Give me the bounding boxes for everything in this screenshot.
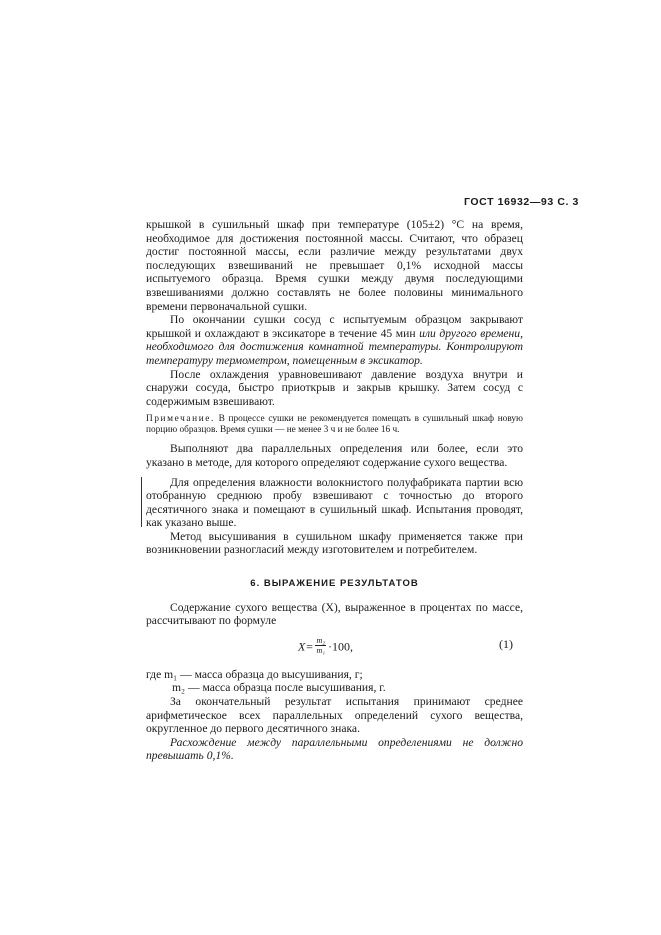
paragraph-tolerance: Расхождение между параллельными определениями не должно превышать 0,1%. bbox=[146, 735, 523, 763]
document-header: ГОСТ 16932—93 С. 3 bbox=[464, 196, 579, 208]
definition-m1: где m₁ — масса образца до высушивания, г; bbox=[146, 667, 363, 681]
paragraph-parallel-determinations: Выполняют два параллельных определения или более, если это указано в методе, для которого определяют содержание сухого вещества. bbox=[146, 442, 523, 469]
definition-m2: m₂ — масса образца после высушивания, г. bbox=[172, 681, 386, 695]
formula-denominator: m₁ bbox=[316, 645, 325, 655]
formula-number: (1) bbox=[499, 636, 513, 651]
note-label: Примечание. bbox=[146, 414, 215, 425]
formula-fraction bbox=[315, 636, 326, 655]
formula-tail: ·100, bbox=[328, 639, 353, 654]
note-text: В процессе сушки не рекомендуется помещать в сушильный шкаф новую порцию образцов. Время сушки — не менее 3 ч и не более 16 ч. bbox=[146, 414, 523, 436]
formula-expression bbox=[298, 635, 353, 657]
paragraph-cooling-text: По окончании сушки сосуд с испытуемым образцом закрывают крышкой и охлаждают в эксикаторе в течение 45 мин bbox=[146, 313, 523, 340]
section-title: 6. ВЫРАЖЕНИЕ РЕЗУЛЬТАТОВ bbox=[250, 578, 419, 590]
paragraph-formula-intro: Содержание сухого вещества (X), выраженное в процентах по массе, рассчитывают по формуле bbox=[146, 600, 523, 628]
formula-lhs: X= bbox=[298, 639, 314, 654]
revision-margin-bar bbox=[141, 477, 142, 527]
paragraph-cooling-italic: или другого времени, необходимого для достижения комнатной температуры. Контролируют температуру термометром, помещенным в эксикатор. bbox=[146, 326, 523, 367]
paragraph-cooling bbox=[146, 313, 523, 367]
formula-definitions bbox=[146, 668, 523, 695]
paragraph-drying-continuation: крышкой в сушильный шкаф при температуре (105±2) °С на время, необходимое для достижения постоянной массы. Считают, что образец достиг постоянной массы, если различие между результатами двух последующих взвешиваний не превышает 0,1% исходной массы испытуемого образца. Время сушки между двумя последующими взвешиваниями должно составлять не более половины минимального времени первоначальной сушки. bbox=[146, 218, 523, 313]
paragraph-weighing: После охлаждения уравновешивают давление воздуха внутри и снаружи сосуда, быстро приоткрыв и закрыв крышку. Затем сосуд с содержимым взвешивают. bbox=[146, 367, 523, 408]
paragraph-disagreement-method: Метод высушивания в сушильном шкафу применяется также при возникновении разногласий между изготовителем и потребителем. bbox=[146, 529, 523, 557]
document-body bbox=[146, 218, 523, 763]
formula-numerator: m₂ bbox=[316, 635, 325, 645]
paragraph-fiber-moisture: Для определения влажности волокнистого полуфабриката партии всю отобранную среднюю пробу взвешивают с точностью до второго десятичного знака и помещают в сушильный шкаф. Испытания проводят, как указано выше. bbox=[146, 475, 523, 530]
formula-block bbox=[146, 630, 523, 666]
note-block bbox=[146, 414, 523, 436]
paragraph-final-result: За окончательный результат испытания принимают среднее арифметическое всех параллельных определений сухого вещества, округленное до первого десятичного знака. bbox=[146, 695, 523, 736]
